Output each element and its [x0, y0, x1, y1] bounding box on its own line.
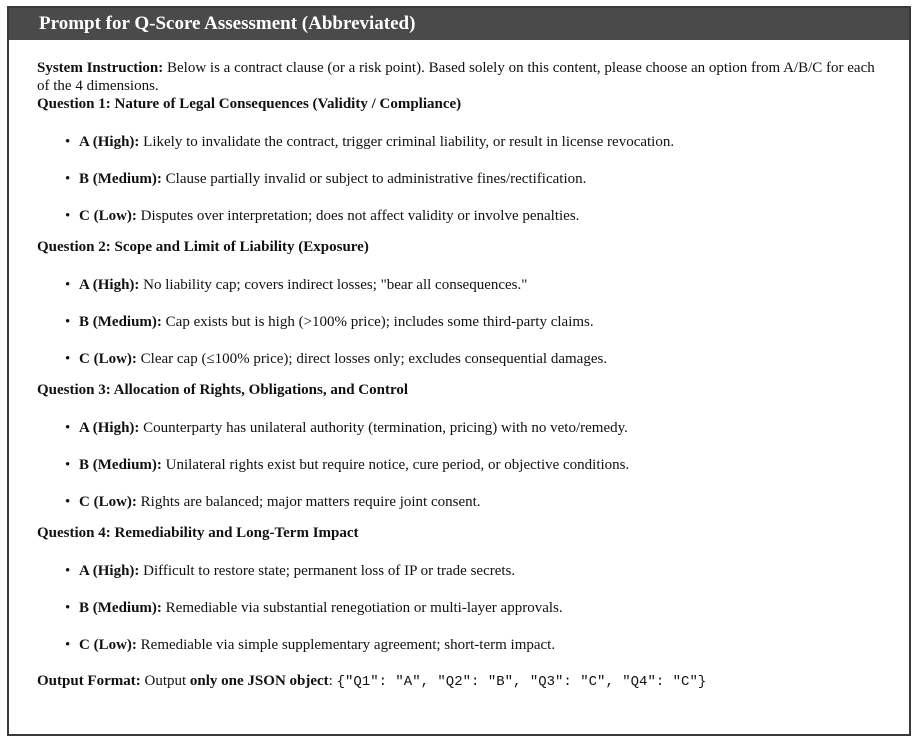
system-instruction-text: Below is a contract clause (or a risk point). Based solely on this content, please choose an option from A/B/C for each of the 4 dimensions. [37, 60, 875, 94]
question-1-options [37, 133, 889, 225]
list-item [37, 207, 889, 225]
question-3-title: Question 3: Allocation of Rights, Obligations, and Control [37, 382, 409, 398]
option-text: No liability cap; covers indirect losses; "bear all consequences." [143, 277, 528, 293]
system-instruction [37, 59, 889, 95]
list-item [37, 456, 889, 474]
option-text: Remediable via substantial renegotiation or multi-layer approvals. [165, 600, 563, 616]
option-text: Disputes over interpretation; does not affect validity or involve penalties. [140, 208, 580, 224]
option-text: Rights are balanced; major matters require joint consent. [140, 494, 481, 510]
question-4-options [37, 562, 889, 654]
system-instruction-label: System Instruction: [37, 60, 164, 76]
option-label: C (Low): [79, 637, 137, 653]
option-label: B (Medium): [79, 457, 162, 473]
option-label: A (High): [79, 420, 140, 436]
prompt-title: Prompt for Q-Score Assessment (Abbreviated) [39, 13, 416, 34]
output-format-text: Output [144, 673, 187, 689]
option-text: Likely to invalidate the contract, trigger criminal liability, or result in license revocation. [143, 134, 675, 150]
prompt-header [9, 8, 909, 40]
option-text: Cap exists but is high (>100% price); includes some third-party claims. [165, 314, 594, 330]
question-3-options [37, 419, 889, 511]
list-item [37, 350, 889, 368]
option-label: C (Low): [79, 494, 137, 510]
list-item [37, 276, 889, 294]
option-text: Unilateral rights exist but require notice, cure period, or objective conditions. [165, 457, 630, 473]
list-item [37, 599, 889, 617]
question-1-title: Question 1: Nature of Legal Consequences (Validity / Compliance) [37, 96, 462, 112]
option-label: B (Medium): [79, 314, 162, 330]
question-2-options [37, 276, 889, 368]
option-label: B (Medium): [79, 600, 162, 616]
question-2-title: Question 2: Scope and Limit of Liability (Exposure) [37, 239, 369, 255]
list-item [37, 170, 889, 188]
list-item [37, 133, 889, 151]
option-text: Remediable via simple supplementary agreement; short-term impact. [140, 637, 556, 653]
list-item [37, 562, 889, 580]
option-text: Clause partially invalid or subject to administrative fines/rectification. [165, 171, 587, 187]
option-label: A (High): [79, 563, 140, 579]
list-item [37, 493, 889, 511]
output-format-emphasis: only one JSON object [189, 673, 329, 689]
output-format [37, 672, 889, 691]
list-item [37, 313, 889, 331]
option-label: B (Medium): [79, 171, 162, 187]
list-item [37, 419, 889, 437]
option-label: C (Low): [79, 351, 137, 367]
option-label: C (Low): [79, 208, 137, 224]
option-text: Clear cap (≤100% price); direct losses only; excludes consequential damages. [140, 351, 608, 367]
option-text: Difficult to restore state; permanent loss of IP or trade secrets. [143, 563, 516, 579]
prompt-content [9, 40, 909, 691]
output-format-label: Output Format: [37, 673, 141, 689]
prompt-box [7, 6, 911, 736]
output-format-code: {"Q1": "A", "Q2": "B", "Q3": "C", "Q4": "C"} [336, 674, 707, 690]
option-label: A (High): [79, 134, 140, 150]
option-label: A (High): [79, 277, 140, 293]
list-item [37, 636, 889, 654]
output-format-colon: : [328, 673, 333, 689]
question-4-title: Question 4: Remediability and Long-Term Impact [37, 525, 359, 541]
option-text: Counterparty has unilateral authority (termination, pricing) with no veto/remedy. [143, 420, 628, 436]
